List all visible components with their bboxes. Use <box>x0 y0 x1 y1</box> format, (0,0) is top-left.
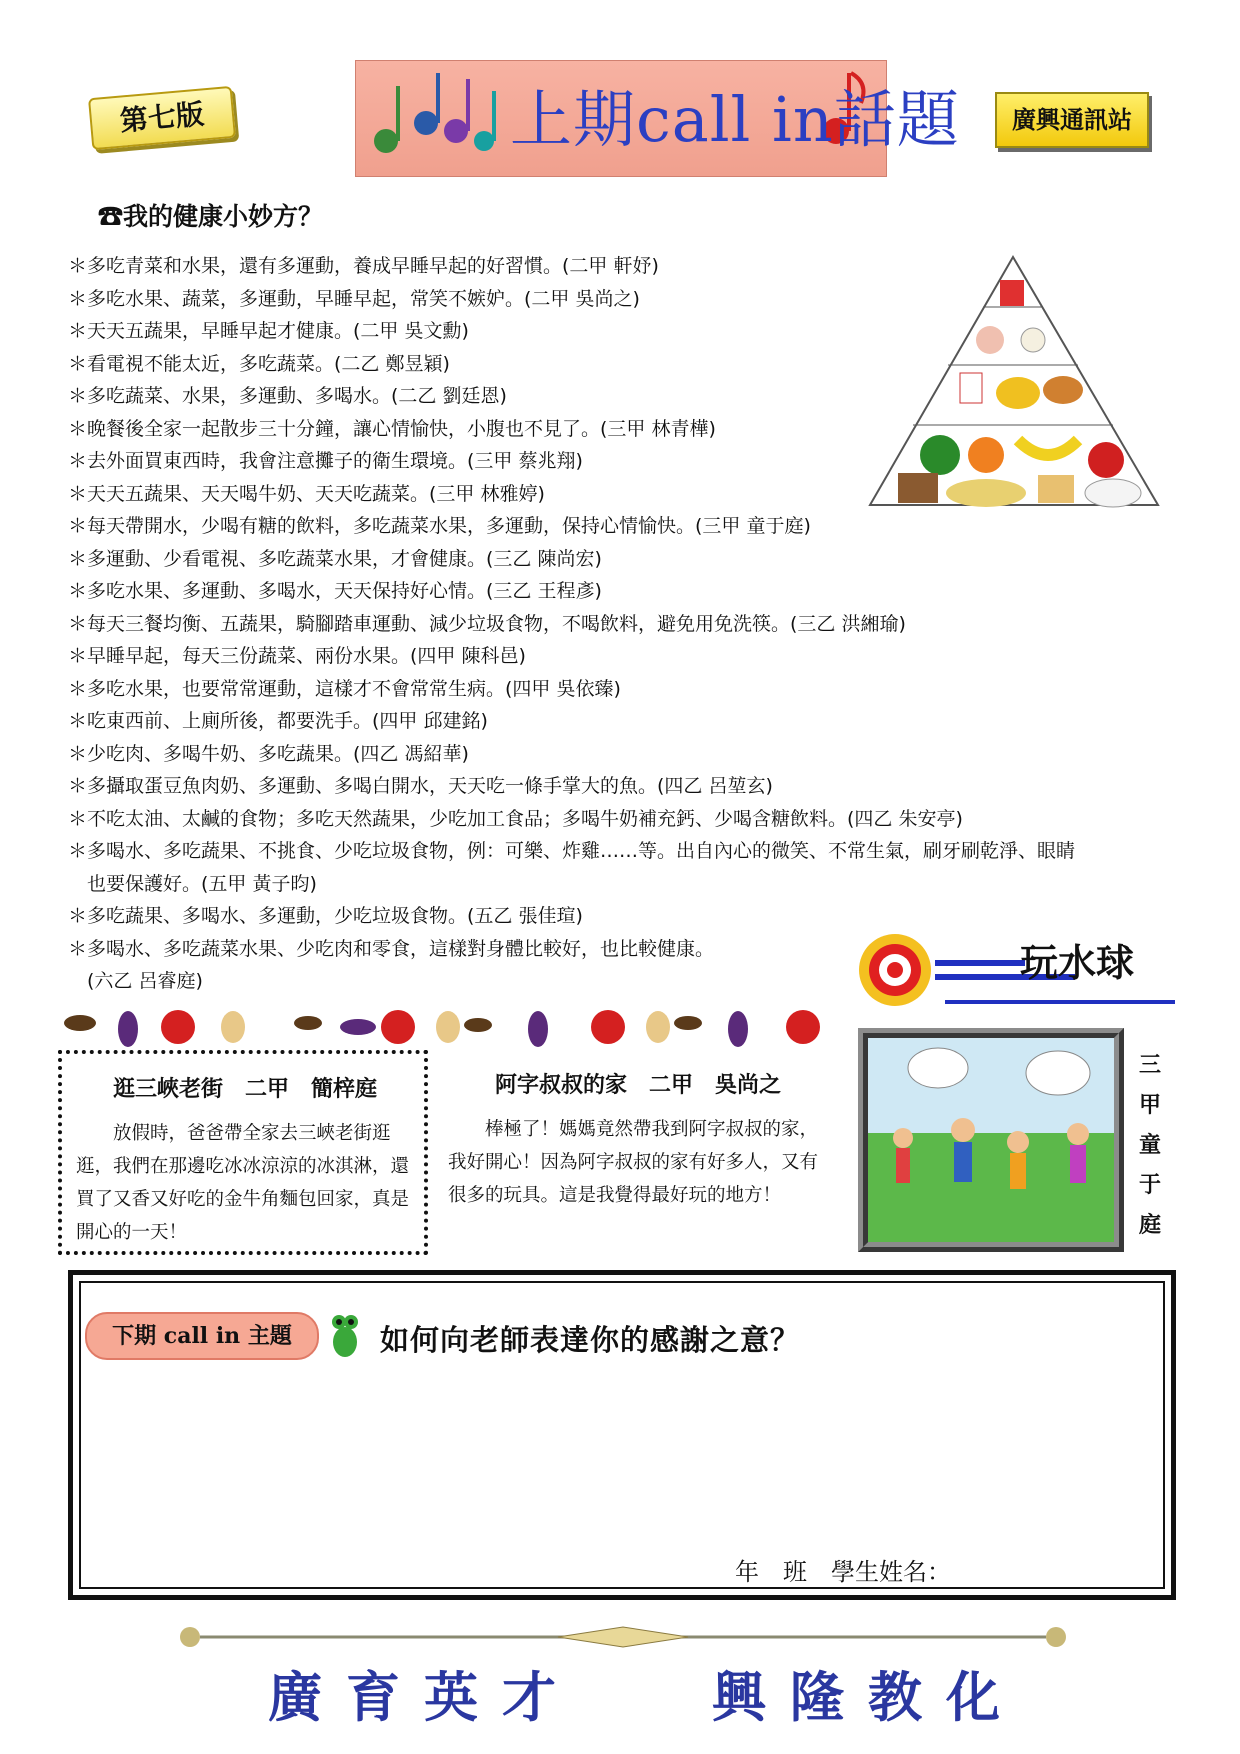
list-item: ＊多喝水、多吃蔬果、不挑食、少吃垃圾食物，例：可樂、炸雞……等。出自內心的微笑、不常生氣，刷牙刷乾淨、眼睛 <box>68 840 1076 862</box>
vegetable-border <box>58 1003 828 1049</box>
essay-body: 棒極了！媽媽竟然帶我到阿字叔叔的家，我好開心！因為阿字叔叔的家有好多人，又有很多的玩具。這是我覺得最好玩的地方！ <box>448 1119 819 1206</box>
list-item: ＊多吃水果、多運動、多喝水，天天保持好心情。(三乙 王程彥) <box>68 580 602 602</box>
list-item: ＊多吃水果、蔬菜，多運動，早睡早起，常笑不嫉妒。(二甲 吳尚之) <box>68 287 640 310</box>
list-item: ＊不吃太油、太鹹的食物；多吃天然蔬果，少吃加工食品；多喝牛奶補充鈣、少喝含糖飲料。(四乙 朱安亭) <box>68 807 963 830</box>
artwork-title: 玩水球 <box>1020 941 1135 985</box>
list-item: ＊多吃蔬果、多喝水、多運動，少吃垃圾食物。(五乙 張佳瑄) <box>68 905 583 927</box>
decorative-divider <box>178 1622 1068 1652</box>
next-topic-question: 如何向老師表達你的感謝之意？ <box>380 1323 801 1357</box>
list-item: ＊天天五蔬果、天天喝牛奶、天天吃蔬菜。(三甲 林雅婷) <box>68 482 545 505</box>
list-item: ＊吃東西前、上廁所後，都要洗手。(四甲 邱建銘) <box>68 710 488 732</box>
essay-title: 阿字叔叔的家 二甲 吳尚之 <box>494 1072 781 1098</box>
edition-badge: 第七版 <box>88 86 236 150</box>
essay-title: 逛三峽老街 二甲 簡梓庭 <box>112 1076 377 1102</box>
essay-box <box>58 1050 428 1255</box>
signature-line: 年 班 學生姓名： <box>735 1558 951 1586</box>
artist-char: 于 <box>1138 1172 1161 1198</box>
list-item: ＊多喝水、多吃蔬菜水果、少吃肉和零食，這樣對身體比較好，也比較健康。 <box>68 937 715 960</box>
phone-icon: ☎ <box>98 202 124 231</box>
list-item: ＊多運動、少看電視、多吃蔬菜水果，才會健康。(三乙 陳尚宏) <box>68 547 602 570</box>
list-item: ＊多吃蔬菜、水果，多運動、多喝水。(二乙 劉廷恩) <box>68 385 507 407</box>
artist-char: 三 <box>1138 1052 1161 1078</box>
site-badge: 廣興通訊站 <box>995 92 1149 148</box>
artist-char: 童 <box>1138 1132 1161 1158</box>
next-topic-label: 下期 call in 主題 <box>85 1312 319 1360</box>
artist-name <box>1135 1045 1165 1245</box>
children-drawing-image <box>868 1038 1114 1242</box>
list-item: 也要保護好。(五甲 黃子昀) <box>68 872 317 895</box>
essay-body: 放假時，爸爸帶全家去三峽老街逛逛，我們在那邊吃冰冰涼涼的冰淇淋，還買了又香又好吃的金牛角麵包回家，真是開心的一天！ <box>76 1123 410 1243</box>
list-item: ＊早睡早起，每天三份蔬菜、兩份水果。(四甲 陳科邑) <box>68 645 526 667</box>
list-item: ＊每天三餐均衡、五蔬果，騎腳踏車運動、減少垃圾食物，不喝飲料，避免用免洗筷。(三乙 洪緗瑜) <box>68 612 906 635</box>
list-item: ＊少吃肉、多喝牛奶、多吃蔬果。(四乙 馮紹華) <box>68 742 469 765</box>
list-item: (六乙 呂睿庭) <box>68 970 203 992</box>
frog-icon <box>328 1312 362 1360</box>
essay-box <box>448 1068 828 1212</box>
section-heading-text: 我的健康小妙方？ <box>123 202 324 231</box>
food-pyramid-icon <box>868 255 1168 510</box>
section-heading <box>98 197 323 233</box>
list-item: ＊多吃水果，也要常常運動，這樣才不會常常生病。(四甲 吳依臻) <box>68 677 621 700</box>
list-item: ＊多吃青菜和水果，還有多運動，養成早睡早起的好習慣。(二甲 軒妤) <box>68 255 659 277</box>
list-item: ＊晚餐後全家一起散步三十分鐘，讓心情愉快，小腹也不見了。(三甲 林青樺) <box>68 417 716 440</box>
artwork-image <box>858 1028 1124 1252</box>
motto-left: 廣育英才 <box>268 1665 580 1729</box>
artist-char: 庭 <box>1138 1212 1161 1238</box>
artist-char: 甲 <box>1138 1092 1161 1118</box>
list-item: ＊每天帶開水，少喝有糖的飲料，多吃蔬菜水果，多運動，保持心情愉快。(三甲 童于庭) <box>68 515 811 537</box>
list-item: ＊看電視不能太近，多吃蔬菜。(二乙 鄭昱穎) <box>68 352 450 375</box>
motto-right: 興隆教化 <box>712 1665 1024 1729</box>
list-item: ＊天天五蔬果，早睡早起才健康。(二甲 吳文勳) <box>68 320 469 342</box>
list-item: ＊多攝取蛋豆魚肉奶、多運動、多喝白開水，天天吃一條手掌大的魚。(四乙 呂堃玄) <box>68 775 773 797</box>
page-title: 上期call in話題 <box>510 83 960 156</box>
list-item: ＊去外面買東西時，我會注意攤子的衛生環境。(三甲 蔡兆翔) <box>68 450 583 472</box>
